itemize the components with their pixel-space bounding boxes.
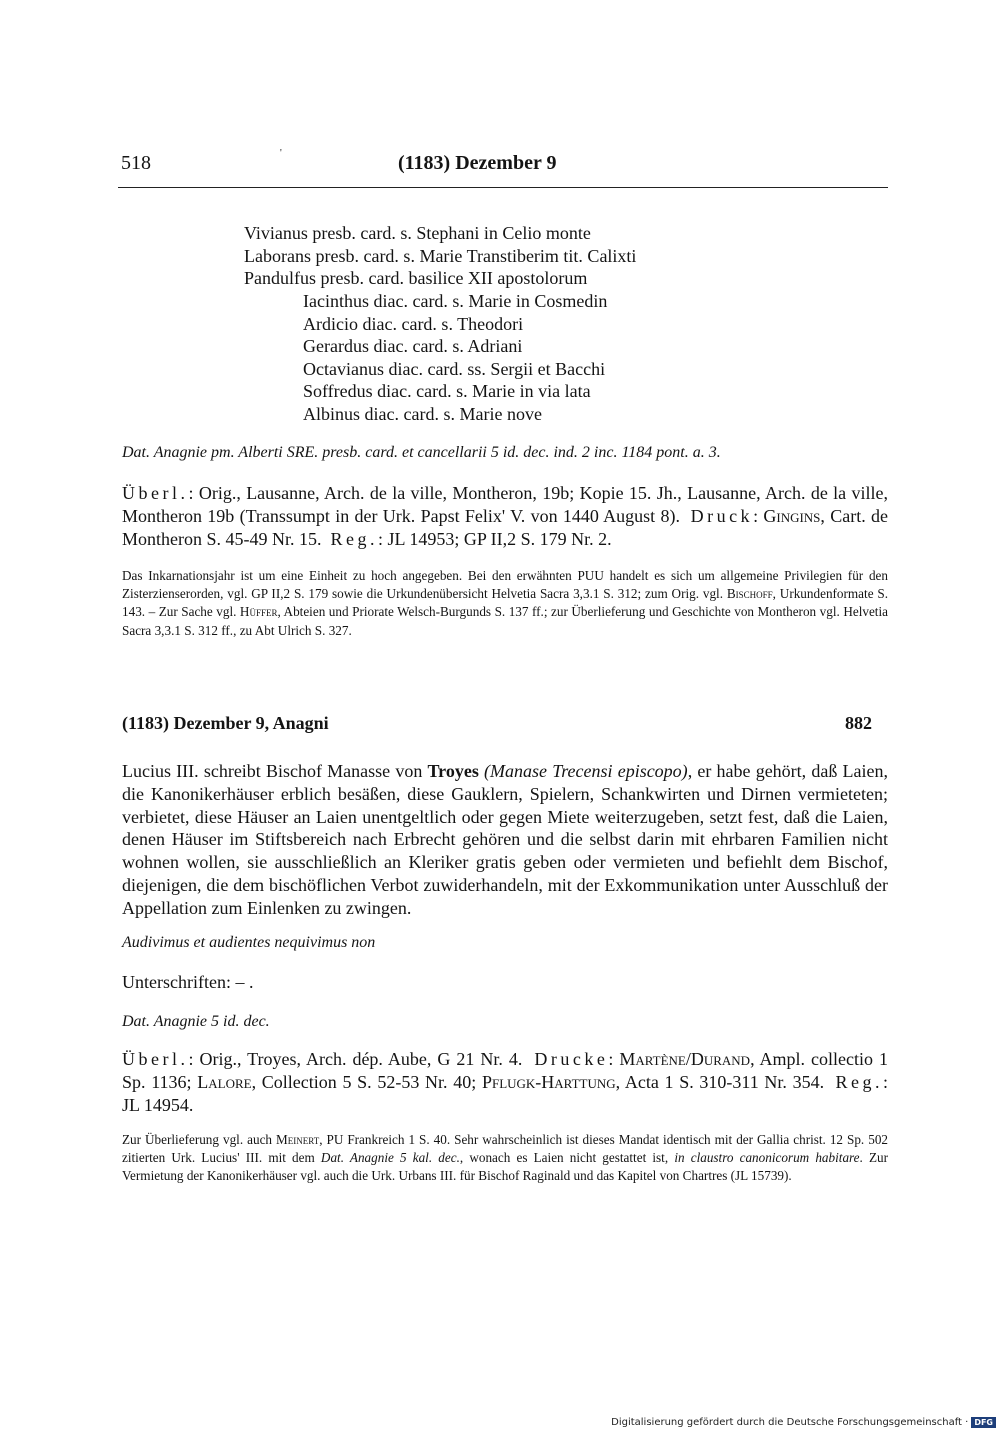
tradition-text: : Orig., Lausanne, Arch. de la ville, Montheron, 19b; Kopie 15. Jh., Lausanne, Arch. de la ville, Montheron 19b (Transsumpt in der Urk. Papst Felix' V. von 1440 August 8).: [122, 483, 888, 526]
regest-paragraph: [122, 760, 888, 920]
running-title: (1183) Dezember 9: [398, 152, 557, 174]
page-number: 518: [121, 152, 151, 174]
signatory-line: Soffredus diac. card. s. Marie in via lata: [303, 381, 591, 402]
signatory-line: Vivianus presb. card. s. Stephani in Celio monte: [244, 223, 591, 243]
header-tick: ': [280, 148, 282, 159]
place-name: Troyes: [427, 761, 479, 781]
signatory-line: Gerardus diac. card. s. Adriani: [303, 336, 523, 357]
credit-text: Digitalisierung gefördert durch die Deutsche Forschungsgemeinschaft ·: [611, 1417, 969, 1428]
label-druck: Druck: [690, 506, 754, 526]
author-name: Gingins: [763, 506, 821, 526]
dfg-logo: DFG: [971, 1417, 996, 1428]
author-name: Pflugk-Harttung: [481, 1072, 616, 1092]
label-regest: Reg.: [835, 1072, 884, 1092]
signatories-deacons: [303, 290, 607, 426]
signatory-line: Laborans presb. card. s. Marie Transtiberim tit. Calixti: [244, 245, 637, 266]
author-name: Meinert: [276, 1132, 320, 1147]
regest-text: , er habe gehört, daß Laien, die Kanonikerhäuser erblich besäßen, diese Gauklern, Spielern, Schankwirten und Dirnen vermieteten; verbietet, diese Häuser an Laien unentgeltlich oder gegen Miete weiterzugeben, setzt fest, daß die Laien, denen Häuser im Stiftsbereich nach Erbrecht gehören und die selbst darin mit ehrbaren Familien nicht wohnen wollen, sie ausschließlich an Kleriker gratis geben oder vermieten und befiehlt dem Bischof, diejenigen, die dem bischöflichen Verbot zuwiderhandeln, mit der Exkommunikation unter Ausschluß der Appellation zum Einlenken zu zwingen.: [122, 761, 888, 918]
tradition-text: : JL 14954.: [122, 1072, 889, 1115]
note-text: , wonach es Laien nicht gestattet ist,: [459, 1150, 669, 1166]
dating-clause: Dat. Anagnie 5 id. dec.: [122, 1013, 270, 1030]
latin-quote: in claustro canonicorum habitare: [674, 1150, 860, 1166]
author-name: Lalore: [197, 1072, 252, 1092]
signatory-line: Albinus diac. card. s. Marie nove: [303, 403, 542, 424]
note-text: , Abteien und Priorate Welsch-Burgunds S. 137 ff.; zur Überlieferung und Geschichte von Montheron vgl. Helvetia Sacra 3,3.1 S. 312 ff., zu Abt Ulrich S. 327.: [122, 604, 888, 638]
tradition-text: , Ampl. collectio 1 Sp. 1136;: [122, 1049, 889, 1092]
tradition-text: : JL 14953; GP II,2 S. 179 Nr. 2.: [378, 529, 612, 549]
signatory-line: Iacinthus diac. card. s. Marie in Cosmedin: [303, 291, 608, 311]
note-text: , Urkundenformate S. 143. – Zur Sache vgl.: [122, 586, 889, 620]
tradition-text: : Orig., Troyes, Arch. dép. Aube, G 21 Nr. 4.: [188, 1049, 523, 1069]
dating-clause: Dat. Anagnie pm. Alberti SRE. presb. card. et cancellarii 5 id. dec. ind. 2 inc. 1184 pont. a. 3.: [122, 444, 721, 461]
incipit: Audivimus et audientes nequivimus non: [122, 934, 376, 951]
note-text: Das Inkarnationsjahr ist um eine Einheit zu hoch angegeben. Bei den erwähnten PUU handelt es sich um allgemeine Privilegien für den Zisterzienserorden, vgl. GP II,2 S. 179 sowie die Urkundenübersicht Helvetia Sacra 3,3.1 S. 312; zum Orig. vgl.: [122, 568, 888, 602]
commentary-note: [122, 567, 888, 640]
latin-quote: Dat. Anagnie 5 kal. dec.: [320, 1150, 460, 1166]
note-text: , PU Frankreich 1 S. 40. Sehr wahrscheinlich ist dieses Mandat identisch mit der Gallia christ. 12 Sp. 502 zitierten Urk. Lucius' III. mit dem: [122, 1132, 889, 1166]
author-name: Hüffer: [239, 604, 278, 620]
document-heading: (1183) Dezember 9, Anagni: [122, 713, 329, 733]
label-drucke: Drucke: [534, 1049, 609, 1069]
label-uberlieferung: Überl.: [122, 483, 189, 503]
signatory-line: Pandulfus presb. card. basilice XII apostolorum: [244, 268, 588, 289]
signatory-line: Octavianus diac. card. ss. Sergii et Bacchi: [303, 358, 606, 379]
header-rule: [118, 187, 888, 188]
tradition-text: , Cart. de Montheron S. 45-49 Nr. 15.: [122, 506, 888, 549]
note-text: . Zur Vermietung der Kanonikerhäuser vgl. auch die Urk. Urbans III. für Bischof Raginald und das Kapitel von Chartres (JL 15739).: [122, 1150, 889, 1184]
signatories-presbyters: [244, 222, 636, 290]
tradition-paragraph: Überl.: Orig., Lausanne, Arch. de la ville, Montheron, 19b; Kopie 15. Jh., Lausanne, Arch. de la ville, Montheron 19b (Transsumpt in der Urk. Papst Felix' V. von 1440 August 8). Druck: Gingins, Cart. de Montheron S. 45-49 Nr. 15. Reg.: JL 14953; GP II,2 S. 179 Nr. 2.: [122, 483, 888, 549]
author-name: Martène/Durand: [619, 1049, 751, 1069]
note-text: Zur Überlieferung vgl. auch: [122, 1132, 273, 1147]
tradition-text: , Acta 1 S. 310-311 Nr. 354.: [615, 1072, 825, 1092]
label-uberlieferung: Überl.: [122, 1049, 189, 1069]
tradition-paragraph: Überl.: Orig., Troyes, Arch. dép. Aube, G 21 Nr. 4. Drucke: Martène/Durand, Ampl. collectio 1 Sp. 1136; Lalore, Collection 5 S. 52-53 Nr. 40; Pflugk-Harttung, Acta 1 S. 310-311 Nr. 354. Reg.: JL 14954.: [122, 1049, 889, 1115]
commentary-note: [122, 1131, 888, 1186]
signatures-line: Unterschriften: – .: [122, 972, 254, 992]
label-regest: Reg.: [330, 529, 378, 549]
tradition-text: , Collection 5 S. 52-53 Nr. 40;: [251, 1072, 477, 1092]
author-name: Bischoff: [726, 586, 773, 602]
signatory-line: Ardicio diac. card. s. Theodori: [303, 313, 524, 334]
digitization-credit: [611, 1417, 996, 1428]
latin-quote: (Manase Trecensi episcopo): [484, 761, 688, 781]
document-number: 882: [845, 713, 872, 733]
regest-text: Lucius III. schreibt Bischof Manasse von: [122, 761, 423, 781]
